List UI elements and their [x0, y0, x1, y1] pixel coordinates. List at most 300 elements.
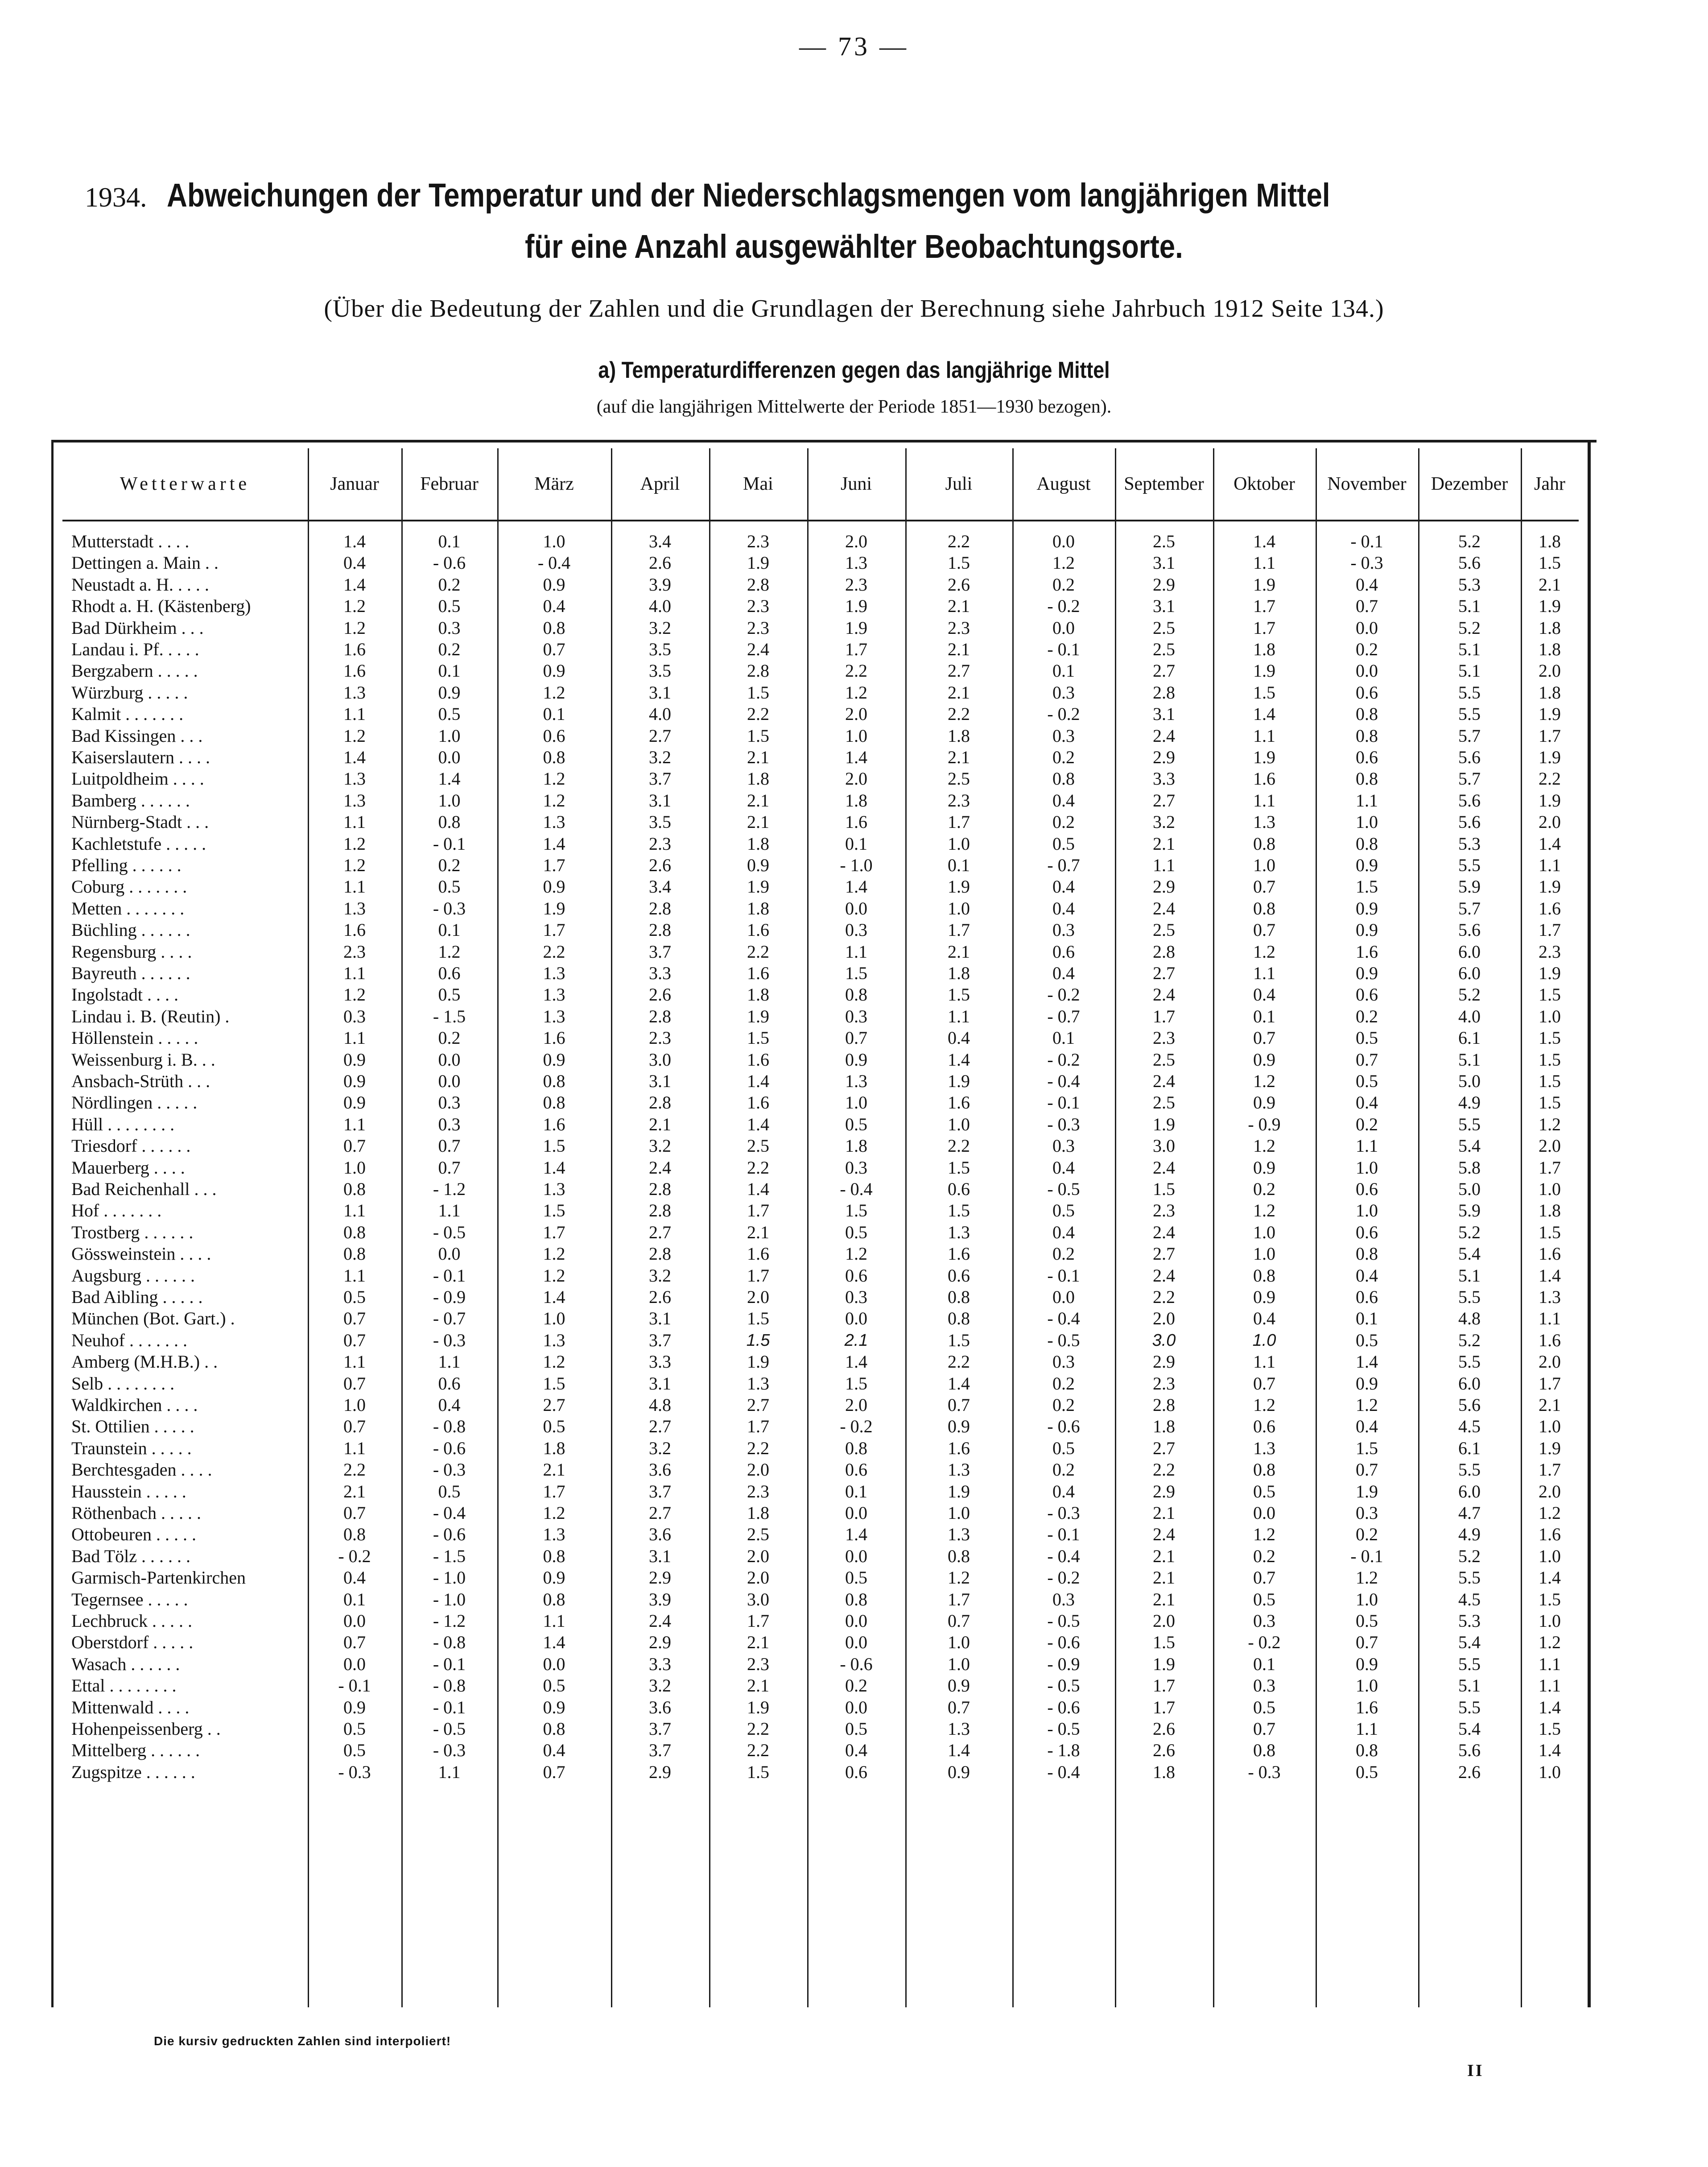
- value-cell: 1.6: [747, 1049, 769, 1070]
- station-name: Pfelling . . . . . .: [71, 855, 182, 875]
- value-cell: 2.0: [845, 1395, 867, 1415]
- station-name: Garmisch-Partenkirchen: [71, 1567, 246, 1588]
- value-cell: 0.6: [1253, 1416, 1275, 1437]
- value-cell: 0.3: [1052, 1136, 1075, 1156]
- value-cell: 1.9: [1539, 747, 1561, 767]
- station-name: München (Bot. Gart.) .: [71, 1308, 235, 1329]
- value-cell: 0.9: [543, 1697, 565, 1717]
- value-cell: 2.0: [747, 1460, 769, 1480]
- value-cell: 5.5: [1458, 1460, 1481, 1480]
- value-cell: 2.2: [845, 661, 867, 681]
- value-cell: 2.5: [1153, 1049, 1175, 1070]
- value-cell: 0.2: [1052, 574, 1075, 595]
- station-name: Lindau i. B. (Reutin) .: [71, 1006, 230, 1026]
- station-name: Röthenbach . . . . .: [71, 1503, 202, 1523]
- value-cell: 0.0: [1052, 617, 1075, 638]
- value-cell: 0.5: [438, 596, 461, 616]
- value-cell: 1.4: [845, 877, 867, 897]
- value-cell: 1.3: [948, 1524, 970, 1545]
- value-cell: 0.3: [343, 1006, 366, 1026]
- value-cell: 1.5: [1539, 984, 1561, 1005]
- value-cell: 2.0: [747, 1287, 769, 1307]
- value-cell: 0.1: [1052, 1028, 1075, 1048]
- value-cell: 2.9: [649, 1567, 671, 1588]
- value-cell: 2.9: [1153, 574, 1175, 595]
- value-cell: 0.0: [845, 1546, 867, 1566]
- value-cell: 2.6: [649, 1287, 671, 1307]
- value-cell: - 0.5: [1047, 1611, 1080, 1631]
- value-cell: - 0.6: [1047, 1632, 1080, 1653]
- value-cell: 0.7: [343, 1632, 366, 1653]
- value-cell: - 0.2: [1248, 1632, 1281, 1653]
- value-cell: 0.4: [1356, 1265, 1378, 1286]
- station-name: Luitpoldheim . . . .: [71, 769, 204, 789]
- column-header: Juli: [945, 474, 973, 494]
- value-cell: 2.3: [1153, 1200, 1175, 1221]
- value-cell: 2.3: [747, 531, 769, 551]
- value-cell: 0.6: [948, 1179, 970, 1199]
- value-cell: 1.6: [948, 1244, 970, 1264]
- station-name: Bayreuth . . . . . .: [71, 963, 190, 983]
- value-cell: - 0.6: [840, 1654, 873, 1674]
- value-cell: 0.1: [343, 1589, 366, 1609]
- value-cell: 3.1: [649, 682, 671, 703]
- column-header: Februar: [420, 474, 479, 494]
- value-cell: 1.4: [1539, 1567, 1561, 1588]
- value-cell: 1.2: [1539, 1632, 1561, 1653]
- value-cell: 3.0: [747, 1589, 769, 1609]
- value-cell: 1.0: [1539, 1179, 1561, 1199]
- value-cell: 5.6: [1458, 747, 1481, 767]
- value-cell: 1.6: [1539, 898, 1561, 918]
- station-name: Würzburg . . . . .: [71, 682, 188, 703]
- footnote: Die kursiv gedruckten Zahlen sind interpoliert!: [154, 2034, 451, 2048]
- value-cell: 2.0: [1539, 661, 1561, 681]
- value-cell: 1.0: [948, 1114, 970, 1134]
- value-cell: 0.0: [438, 1244, 461, 1264]
- value-cell: 2.0: [1539, 1481, 1561, 1501]
- value-cell: 2.3: [747, 1481, 769, 1501]
- value-cell: 2.2: [747, 1157, 769, 1178]
- value-cell: 4.5: [1458, 1416, 1481, 1437]
- value-cell: 3.1: [1153, 553, 1175, 573]
- value-cell: 1.5: [1539, 553, 1561, 573]
- value-cell: 1.1: [343, 1265, 366, 1286]
- value-cell: - 0.1: [433, 1654, 466, 1674]
- value-cell: - 0.3: [433, 1740, 466, 1761]
- value-cell: 0.6: [845, 1762, 867, 1782]
- value-cell: 1.9: [1539, 877, 1561, 897]
- value-cell: 0.2: [438, 574, 461, 595]
- value-cell: 2.4: [1153, 1265, 1175, 1286]
- value-cell: 1.2: [343, 855, 366, 875]
- value-cell: 3.7: [649, 769, 671, 789]
- column-header: Wetterwarte: [120, 474, 251, 494]
- value-cell: 1.7: [543, 1222, 565, 1242]
- value-cell: 3.9: [649, 574, 671, 595]
- value-cell: 2.9: [1153, 877, 1175, 897]
- station-name: Kaiserslautern . . . .: [71, 747, 210, 767]
- value-cell: 1.2: [1253, 1524, 1275, 1545]
- value-cell: 1.9: [1539, 1438, 1561, 1458]
- column-header: Jahr: [1534, 474, 1565, 494]
- value-cell: 0.0: [1052, 1287, 1075, 1307]
- value-cell: 2.9: [649, 1762, 671, 1782]
- value-cell: 1.2: [1539, 1503, 1561, 1523]
- value-cell: 1.6: [1356, 1697, 1378, 1717]
- value-cell: 2.0: [845, 704, 867, 724]
- value-cell: 2.2: [1539, 769, 1561, 789]
- value-cell: 2.5: [747, 1136, 769, 1156]
- value-cell: 1.7: [1153, 1675, 1175, 1696]
- value-cell: 0.2: [1253, 1546, 1275, 1566]
- title-year: 1934.: [85, 182, 147, 213]
- value-cell: 1.5: [1539, 1049, 1561, 1070]
- value-cell: - 0.8: [433, 1416, 466, 1437]
- value-cell: 1.5: [1539, 1589, 1561, 1609]
- value-cell: 1.9: [1539, 790, 1561, 811]
- value-cell: 0.9: [543, 1049, 565, 1070]
- value-cell: 1.5: [1539, 1028, 1561, 1048]
- value-cell: - 0.5: [1047, 1719, 1080, 1739]
- value-cell: 1.1: [1253, 725, 1275, 746]
- value-cell: - 0.4: [537, 553, 571, 573]
- value-cell: 0.5: [1356, 1611, 1378, 1631]
- value-cell: - 0.3: [433, 1460, 466, 1480]
- value-cell: 2.8: [649, 1092, 671, 1113]
- station-name: Trostberg . . . . . .: [71, 1222, 194, 1242]
- value-cell: 1.0: [1252, 1331, 1276, 1350]
- value-cell: - 1.2: [433, 1611, 466, 1631]
- value-cell: 3.0: [1153, 1136, 1175, 1156]
- value-cell: 1.4: [747, 1114, 769, 1134]
- value-cell: - 0.5: [1047, 1330, 1080, 1350]
- value-cell: 1.1: [343, 877, 366, 897]
- value-cell: 6.0: [1458, 1373, 1481, 1394]
- value-cell: 6.0: [1458, 1481, 1481, 1501]
- value-cell: 0.2: [1052, 1373, 1075, 1394]
- value-cell: 0.2: [438, 855, 461, 875]
- value-cell: 5.2: [1458, 617, 1481, 638]
- value-cell: 1.5: [1539, 1222, 1561, 1242]
- value-cell: 2.4: [1153, 1071, 1175, 1091]
- value-cell: 1.1: [343, 1200, 366, 1221]
- value-cell: - 1.0: [433, 1567, 466, 1588]
- value-cell: 4.9: [1458, 1524, 1481, 1545]
- value-cell: 0.3: [438, 617, 461, 638]
- value-cell: 2.3: [747, 617, 769, 638]
- value-cell: 2.3: [747, 1654, 769, 1674]
- value-cell: 0.0: [845, 1632, 867, 1653]
- value-cell: 0.1: [845, 833, 867, 854]
- value-cell: 0.9: [1253, 1157, 1275, 1178]
- section-subtitle: (auf die langjährigen Mittelwerte der Periode 1851—1930 bezogen).: [596, 397, 1112, 417]
- value-cell: 0.9: [1253, 1049, 1275, 1070]
- value-cell: - 0.2: [1047, 596, 1080, 616]
- value-cell: 0.0: [543, 1654, 565, 1674]
- value-cell: 0.8: [1253, 833, 1275, 854]
- value-cell: - 0.3: [1248, 1762, 1281, 1782]
- value-cell: 1.9: [1153, 1654, 1175, 1674]
- value-cell: 5.6: [1458, 1740, 1481, 1761]
- value-cell: 1.4: [1539, 1697, 1561, 1717]
- value-cell: 2.2: [1153, 1287, 1175, 1307]
- value-cell: 1.9: [948, 1071, 970, 1091]
- value-cell: 1.1: [343, 812, 366, 832]
- value-cell: 2.4: [649, 1611, 671, 1631]
- value-cell: 0.8: [1356, 1244, 1378, 1264]
- value-cell: 0.3: [1052, 682, 1075, 703]
- value-cell: - 0.1: [1047, 1265, 1080, 1286]
- value-cell: 2.5: [948, 769, 970, 789]
- value-cell: - 0.2: [1047, 1049, 1080, 1070]
- value-cell: 0.4: [1253, 1308, 1275, 1329]
- value-cell: 0.7: [1253, 1028, 1275, 1048]
- value-cell: 4.0: [1458, 1006, 1481, 1026]
- value-cell: 1.0: [845, 1092, 867, 1113]
- value-cell: 5.5: [1458, 682, 1481, 703]
- value-cell: 2.1: [948, 639, 970, 659]
- value-cell: 0.3: [845, 1287, 867, 1307]
- value-cell: 1.5: [543, 1136, 565, 1156]
- value-cell: 5.4: [1458, 1719, 1481, 1739]
- value-cell: 1.1: [1153, 855, 1175, 875]
- value-cell: 0.5: [1253, 1589, 1275, 1609]
- value-cell: 2.2: [747, 1438, 769, 1458]
- value-cell: 1.2: [1253, 941, 1275, 962]
- value-cell: 1.8: [747, 833, 769, 854]
- value-cell: 1.9: [1253, 574, 1275, 595]
- value-cell: 0.4: [1052, 790, 1075, 811]
- value-cell: 0.1: [438, 920, 461, 940]
- value-cell: 1.3: [747, 1373, 769, 1394]
- value-cell: 2.7: [649, 1503, 671, 1523]
- value-cell: 1.4: [343, 574, 366, 595]
- value-cell: 1.1: [1356, 1719, 1378, 1739]
- value-cell: 5.5: [1458, 704, 1481, 724]
- value-cell: 2.7: [1153, 790, 1175, 811]
- value-cell: 0.1: [1253, 1006, 1275, 1026]
- value-cell: 1.0: [343, 1395, 366, 1415]
- value-cell: 2.5: [1153, 1092, 1175, 1113]
- value-cell: 0.5: [845, 1114, 867, 1134]
- value-cell: 2.8: [649, 920, 671, 940]
- column-header: Januar: [330, 474, 379, 494]
- value-cell: 2.6: [649, 855, 671, 875]
- value-cell: 1.2: [543, 682, 565, 703]
- value-cell: 5.1: [1458, 639, 1481, 659]
- value-cell: 0.5: [1356, 1330, 1378, 1350]
- value-cell: 1.6: [747, 1244, 769, 1264]
- value-cell: 1.6: [1539, 1524, 1561, 1545]
- value-cell: 0.9: [845, 1049, 867, 1070]
- value-cell: 0.2: [1356, 1524, 1378, 1545]
- value-cell: 5.1: [1458, 596, 1481, 616]
- value-cell: 1.4: [845, 1352, 867, 1372]
- value-cell: 2.4: [1153, 898, 1175, 918]
- value-cell: 1.8: [845, 1136, 867, 1156]
- station-name: Weissenburg i. B. . .: [71, 1049, 215, 1070]
- value-cell: 1.7: [1539, 1157, 1561, 1178]
- value-cell: 1.8: [1153, 1762, 1175, 1782]
- value-cell: 2.1: [844, 1331, 868, 1350]
- value-cell: 1.4: [543, 833, 565, 854]
- value-cell: 1.7: [543, 920, 565, 940]
- station-name: Berchtesgaden . . . .: [71, 1460, 212, 1480]
- table-left-border: [51, 442, 54, 2007]
- value-cell: 0.8: [1356, 833, 1378, 854]
- value-cell: 3.1: [1153, 596, 1175, 616]
- value-cell: 1.3: [543, 812, 565, 832]
- value-cell: 0.4: [438, 1395, 461, 1415]
- value-cell: 2.0: [1153, 1308, 1175, 1329]
- value-cell: - 0.5: [433, 1719, 466, 1739]
- value-cell: 3.5: [649, 639, 671, 659]
- value-cell: 5.6: [1458, 920, 1481, 940]
- value-cell: 5.4: [1458, 1244, 1481, 1264]
- value-cell: - 0.4: [1047, 1308, 1080, 1329]
- value-cell: 0.7: [948, 1697, 970, 1717]
- value-cell: 0.7: [1356, 1049, 1378, 1070]
- value-cell: 2.1: [1539, 574, 1561, 595]
- value-cell: 1.5: [948, 1200, 970, 1221]
- value-cell: 1.0: [1539, 1546, 1561, 1566]
- value-cell: 0.1: [1052, 661, 1075, 681]
- value-cell: 0.7: [1356, 1460, 1378, 1480]
- value-cell: 2.7: [1153, 963, 1175, 983]
- value-cell: 2.8: [747, 661, 769, 681]
- value-cell: 1.2: [1253, 1071, 1275, 1091]
- value-cell: 0.8: [948, 1308, 970, 1329]
- value-cell: 0.5: [438, 877, 461, 897]
- value-cell: 5.2: [1458, 1546, 1481, 1566]
- station-name: Amberg (M.H.B.) . .: [71, 1352, 218, 1372]
- value-cell: 5.3: [1458, 1611, 1481, 1631]
- value-cell: 5.6: [1458, 790, 1481, 811]
- value-cell: 1.8: [747, 898, 769, 918]
- value-cell: 2.1: [1153, 1567, 1175, 1588]
- column-header: August: [1036, 474, 1091, 494]
- value-cell: 0.8: [1356, 769, 1378, 789]
- value-cell: 0.9: [438, 682, 461, 703]
- value-cell: 1.9: [1539, 704, 1561, 724]
- station-name: Kalmit . . . . . . .: [71, 704, 184, 724]
- value-cell: 0.5: [1052, 1438, 1075, 1458]
- station-name: Selb . . . . . . . .: [71, 1373, 175, 1394]
- value-cell: 0.2: [438, 639, 461, 659]
- value-cell: 1.1: [438, 1352, 461, 1372]
- value-cell: 1.2: [1253, 1200, 1275, 1221]
- value-cell: 4.0: [649, 596, 671, 616]
- value-cell: 1.1: [1253, 553, 1275, 573]
- value-cell: 5.3: [1458, 833, 1481, 854]
- value-cell: 0.9: [543, 877, 565, 897]
- value-cell: 1.3: [948, 1460, 970, 1480]
- value-cell: 1.3: [343, 682, 366, 703]
- value-cell: 1.4: [343, 531, 366, 551]
- value-cell: - 1.5: [433, 1006, 466, 1026]
- value-cell: 2.1: [543, 1460, 565, 1480]
- value-cell: 2.4: [1153, 984, 1175, 1005]
- value-cell: 5.6: [1458, 812, 1481, 832]
- value-cell: - 0.3: [1047, 1114, 1080, 1134]
- value-cell: 1.3: [543, 1006, 565, 1026]
- value-cell: 0.6: [1356, 1179, 1378, 1199]
- value-cell: 1.9: [1253, 661, 1275, 681]
- value-cell: 1.2: [543, 769, 565, 789]
- value-cell: 2.7: [948, 661, 970, 681]
- value-cell: 1.5: [543, 1200, 565, 1221]
- value-cell: 1.4: [747, 1071, 769, 1091]
- value-cell: 1.7: [543, 855, 565, 875]
- value-cell: 2.9: [1153, 747, 1175, 767]
- value-cell: 0.0: [1356, 617, 1378, 638]
- value-cell: 1.3: [343, 769, 366, 789]
- value-cell: 2.1: [1539, 1395, 1561, 1415]
- station-name: Landau i. Pf. . . . .: [71, 639, 199, 659]
- value-cell: 1.6: [1539, 1330, 1561, 1350]
- value-cell: 2.2: [747, 704, 769, 724]
- value-cell: 0.9: [1253, 1287, 1275, 1307]
- value-cell: 1.1: [1539, 1308, 1561, 1329]
- value-cell: 5.2: [1458, 984, 1481, 1005]
- value-cell: 1.5: [1153, 1632, 1175, 1653]
- value-cell: 2.1: [1153, 1589, 1175, 1609]
- station-name: Mittelberg . . . . . .: [71, 1740, 200, 1761]
- value-cell: 0.9: [1356, 898, 1378, 918]
- value-cell: 0.7: [1356, 596, 1378, 616]
- value-cell: 0.7: [1253, 920, 1275, 940]
- value-cell: 0.8: [1052, 769, 1075, 789]
- value-cell: 0.8: [343, 1179, 366, 1199]
- value-cell: 0.3: [1253, 1611, 1275, 1631]
- value-cell: - 0.1: [433, 833, 466, 854]
- value-cell: - 0.5: [1047, 1675, 1080, 1696]
- value-cell: 0.5: [1356, 1071, 1378, 1091]
- station-name: Bergzabern . . . . .: [71, 661, 198, 681]
- value-cell: 1.1: [343, 1438, 366, 1458]
- value-cell: 1.4: [1539, 833, 1561, 854]
- value-cell: - 0.3: [1350, 553, 1383, 573]
- value-cell: 0.6: [1356, 984, 1378, 1005]
- value-cell: 1.5: [1153, 1179, 1175, 1199]
- station-name: Hausstein . . . . .: [71, 1481, 186, 1501]
- value-cell: 5.5: [1458, 855, 1481, 875]
- value-cell: - 0.6: [433, 553, 466, 573]
- value-cell: 2.3: [343, 941, 366, 962]
- value-cell: 2.0: [747, 1567, 769, 1588]
- value-cell: 0.5: [1356, 1028, 1378, 1048]
- value-cell: 0.8: [845, 984, 867, 1005]
- value-cell: 2.8: [747, 574, 769, 595]
- value-cell: - 0.2: [1047, 1567, 1080, 1588]
- value-cell: 0.7: [1253, 877, 1275, 897]
- value-cell: 1.1: [1253, 790, 1275, 811]
- value-cell: 3.9: [649, 1589, 671, 1609]
- value-cell: 0.4: [1052, 877, 1075, 897]
- value-cell: 5.1: [1458, 661, 1481, 681]
- value-cell: 0.6: [948, 1265, 970, 1286]
- station-name: Nördlingen . . . . .: [71, 1092, 198, 1113]
- value-cell: 1.2: [343, 984, 366, 1005]
- station-name: Bad Kissingen . . .: [71, 725, 203, 746]
- value-cell: 2.1: [649, 1114, 671, 1134]
- value-cell: - 1.2: [433, 1179, 466, 1199]
- value-cell: 1.2: [543, 1265, 565, 1286]
- value-cell: 0.4: [948, 1028, 970, 1048]
- table-top-border: [51, 440, 1597, 442]
- value-cell: 3.5: [649, 812, 671, 832]
